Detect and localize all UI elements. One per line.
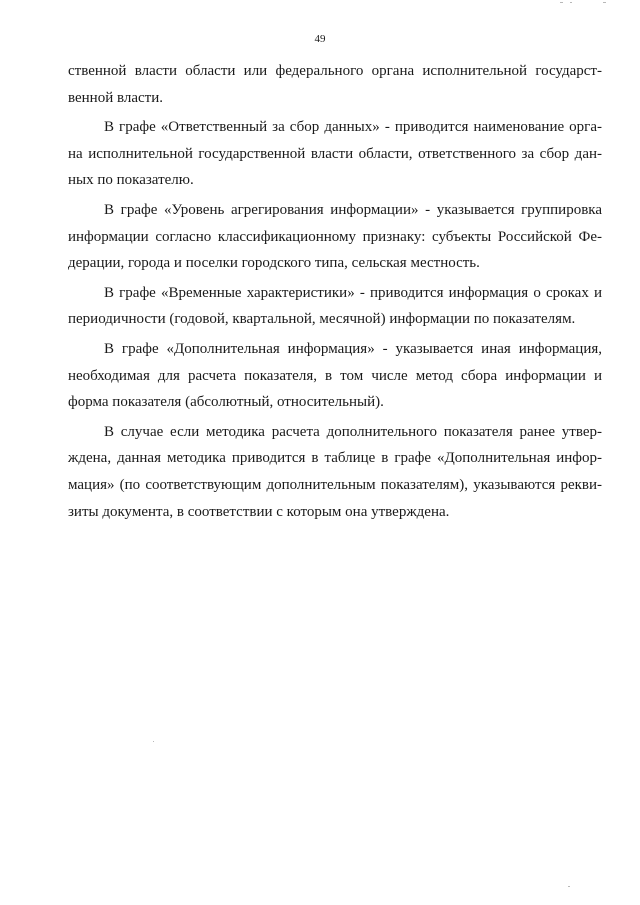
body-text: [68, 58, 602, 525]
text-line: дерации, города и поселки городского типа, сельская местность.: [68, 255, 480, 272]
text-line: на исполнительной государственной власти области, ответственного за сбор дан-: [68, 145, 602, 162]
scan-artifact: [568, 886, 570, 887]
text-line: В графе «Дополнительная информация» - указывается иная информация,: [104, 340, 602, 357]
text-line: необходимая для расчета показателя, в том числе метод сбора информации и: [68, 367, 602, 384]
paragraph: [68, 197, 602, 277]
text-line: В графе «Ответственный за сбор данных» - приводится наименование орга-: [104, 119, 602, 136]
paragraph: [68, 114, 602, 194]
scan-artifact: [560, 2, 563, 3]
text-line: форма показателя (абсолютный, относительный).: [68, 394, 384, 411]
text-line: зиты документа, в соответствии с которым она утверждена.: [68, 503, 450, 520]
text-line: ных по показателю.: [68, 172, 194, 189]
paragraph: [68, 58, 602, 111]
text-line: В графе «Уровень агрегирования информации» - указывается группировка: [104, 201, 602, 218]
text-line: информации согласно классификационному признаку: субъекты Российской Фе-: [68, 228, 602, 245]
scan-artifact: [153, 741, 154, 742]
text-line: периодичности (годовой, квартальной, месячной) информации по показателям.: [68, 311, 576, 328]
text-line: ждена, данная методика приводится в таблице в графе «Дополнительная инфор-: [68, 450, 602, 467]
paragraph: [68, 336, 602, 416]
scan-artifact: [603, 2, 606, 3]
paragraph: [68, 419, 602, 525]
text-line: ственной власти области или федерального органа исполнительной государст-: [68, 63, 602, 79]
scan-artifact: [570, 2, 572, 3]
text-line: В случае если методика расчета дополнительного показателя ранее утвер-: [104, 423, 602, 440]
text-line: В графе «Временные характеристики» - приводится информация о сроках и: [104, 284, 602, 301]
page-number: 49: [314, 33, 326, 45]
paragraph: [68, 280, 602, 333]
text-line: венной власти.: [68, 89, 164, 106]
text-line: мация» (по соответствующим дополнительным показателям), указываются рекви-: [68, 476, 602, 493]
